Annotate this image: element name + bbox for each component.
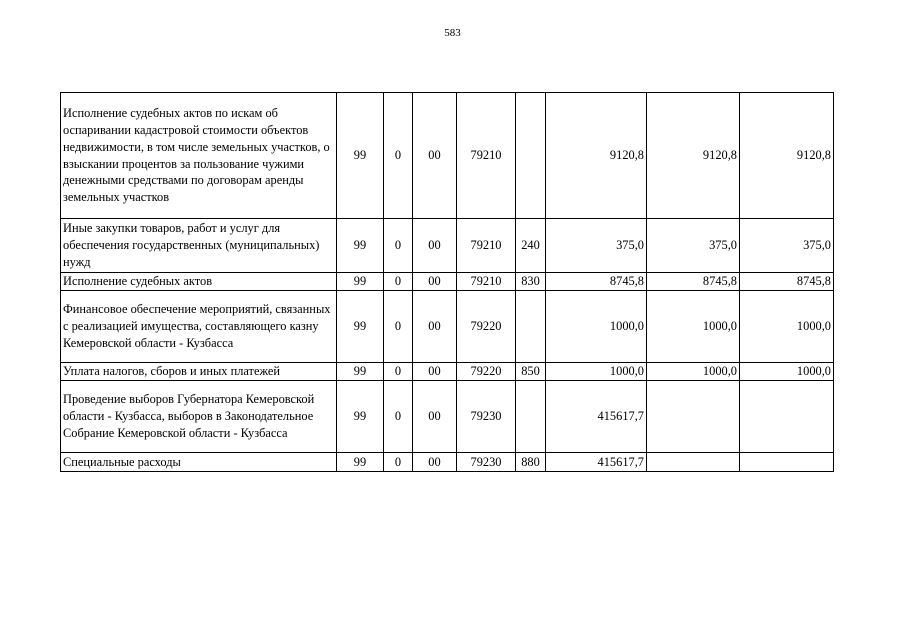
amount-year-1: 375,0 [546,219,647,273]
amount-year-3: 9120,8 [740,93,834,219]
amount-year-2 [647,381,740,453]
subprogram-code: 0 [384,381,413,453]
program-code: 99 [337,363,384,381]
table-row [61,291,834,363]
expense-code: 79210 [457,219,516,273]
amount-year-2: 8745,8 [647,273,740,291]
amount-year-1: 1000,0 [546,291,647,363]
table-row [61,363,834,381]
row-name: Специальные расходы [61,453,337,472]
expense-type-code: 240 [516,219,546,273]
program-code: 99 [337,291,384,363]
subprogram-code: 0 [384,363,413,381]
table-row [61,273,834,291]
expense-code: 79230 [457,453,516,472]
amount-year-1: 9120,8 [546,93,647,219]
amount-year-3 [740,453,834,472]
direction-code: 00 [413,219,457,273]
amount-year-3: 1000,0 [740,363,834,381]
amount-year-3: 1000,0 [740,291,834,363]
direction-code: 00 [413,363,457,381]
table-row [61,453,834,472]
program-code: 99 [337,273,384,291]
expense-type-code: 830 [516,273,546,291]
amount-year-1: 415617,7 [546,381,647,453]
expense-code: 79220 [457,291,516,363]
program-code: 99 [337,381,384,453]
amount-year-3 [740,381,834,453]
amount-year-3: 8745,8 [740,273,834,291]
table-row [61,381,834,453]
direction-code: 00 [413,453,457,472]
direction-code: 00 [413,291,457,363]
table-row [61,93,834,219]
expense-type-code [516,93,546,219]
direction-code: 00 [413,273,457,291]
expense-type-code: 880 [516,453,546,472]
row-name: Проведение выборов Губернатора Кемеровской области - Кузбасса, выборов в Законодательное Собрание Кемеровской области - Кузбасса [61,381,337,453]
expense-code: 79220 [457,363,516,381]
program-code: 99 [337,453,384,472]
amount-year-2 [647,453,740,472]
row-name: Финансовое обеспечение мероприятий, связанных с реализацией имущества, составляющего казну Кемеровской области - Кузбасса [61,291,337,363]
amount-year-1: 1000,0 [546,363,647,381]
subprogram-code: 0 [384,219,413,273]
expense-type-code [516,381,546,453]
amount-year-2: 375,0 [647,219,740,273]
program-code: 99 [337,93,384,219]
direction-code: 00 [413,93,457,219]
row-name: Уплата налогов, сборов и иных платежей [61,363,337,381]
amount-year-3: 375,0 [740,219,834,273]
row-name: Исполнение судебных актов по искам об оспаривании кадастровой стоимости объектов недвижимости, в том числе земельных участков, о взыскании процентов за пользование чужими денежными средствами по договорам аренды земельных участков [61,93,337,219]
subprogram-code: 0 [384,453,413,472]
row-name: Иные закупки товаров, работ и услуг для обеспечения государственных (муниципальных) нужд [61,219,337,273]
budget-table [60,92,834,472]
table-row [61,219,834,273]
program-code: 99 [337,219,384,273]
amount-year-1: 415617,7 [546,453,647,472]
direction-code: 00 [413,381,457,453]
row-name: Исполнение судебных актов [61,273,337,291]
amount-year-2: 9120,8 [647,93,740,219]
amount-year-2: 1000,0 [647,363,740,381]
expense-code: 79210 [457,93,516,219]
page-number: 583 [444,27,461,39]
amount-year-1: 8745,8 [546,273,647,291]
expense-code: 79210 [457,273,516,291]
subprogram-code: 0 [384,273,413,291]
expense-code: 79230 [457,381,516,453]
expense-type-code: 850 [516,363,546,381]
expense-type-code [516,291,546,363]
subprogram-code: 0 [384,93,413,219]
subprogram-code: 0 [384,291,413,363]
amount-year-2: 1000,0 [647,291,740,363]
